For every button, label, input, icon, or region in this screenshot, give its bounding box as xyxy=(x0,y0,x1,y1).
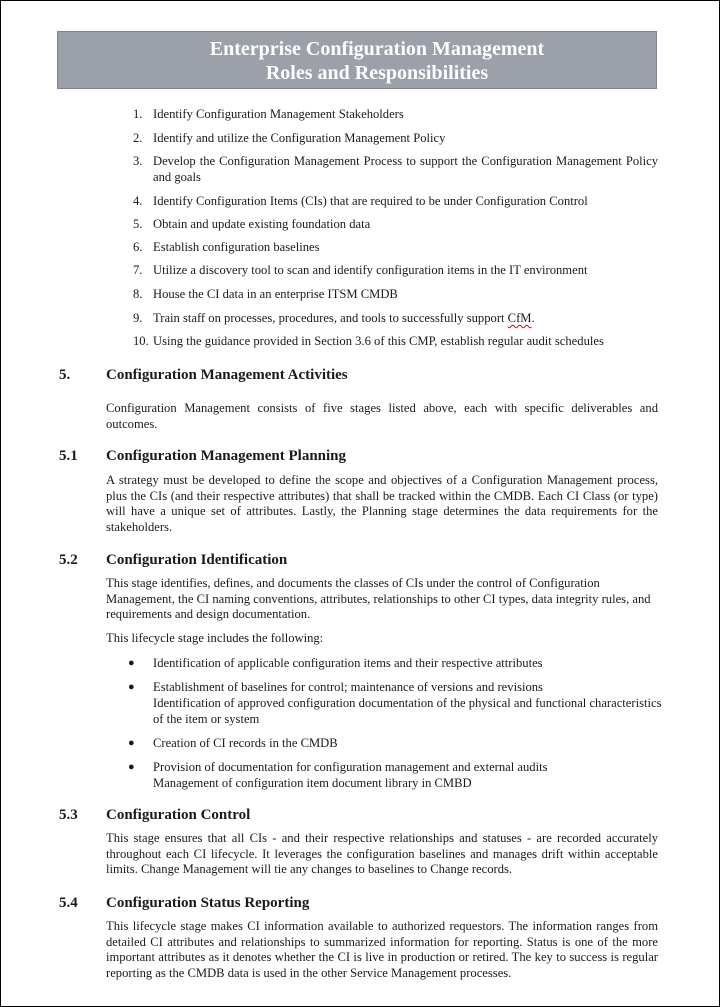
section-heading xyxy=(59,894,309,912)
list-number: 9. xyxy=(133,311,143,325)
list-number: 6. xyxy=(133,240,143,254)
list-text: Identify Configuration Management Stakeholders xyxy=(153,107,404,121)
section-title: Configuration Management Planning xyxy=(106,448,347,464)
bullet-text xyxy=(153,679,668,727)
section-heading xyxy=(59,366,348,384)
list-text: Utilize a discovery tool to scan and identify configuration items in the IT environment xyxy=(153,263,588,277)
list-number: 1. xyxy=(133,107,143,121)
list-number: 8. xyxy=(133,287,143,301)
bullet-text-line: Management of configuration item document library in CMBD xyxy=(153,776,472,790)
list-text: Establish configuration baselines xyxy=(153,240,320,254)
list-number: 3. xyxy=(133,154,143,168)
spellcheck-flagged-word[interactable]: CfM xyxy=(507,311,532,325)
list-text: Develop the Configuration Management Process to support the Configuration Management Policy and goals xyxy=(153,154,658,184)
list-number: 10. xyxy=(133,334,149,348)
bullet-text: Creation of CI records in the CMDB xyxy=(153,736,338,750)
list-item xyxy=(124,130,658,146)
list-item xyxy=(124,262,658,278)
list-text: House the CI data in an enterprise ITSM CMDB xyxy=(153,287,398,301)
bullet-text-line: Establishment of baselines for control; maintenance of versions and revisions xyxy=(153,680,543,694)
bullet-item xyxy=(128,679,668,727)
bullet-icon: ● xyxy=(128,657,135,669)
title-line-2: Roles and Responsibilities xyxy=(265,62,489,84)
list-item xyxy=(124,193,658,209)
list-text-part: Train staff on processes, procedures, and tools to successfully support xyxy=(153,311,508,325)
section-body: This lifecycle stage makes CI information available to authorized requestors. The information ranges from detailed CI attributes and relationships to summarized information for reporting. Status is one of the more important attributes as it denotes whether the CI is live in production or retired. The key to success is regular reporting as the CMDB data is used in the other Service Management processes. xyxy=(106,919,658,980)
bullet-item xyxy=(128,735,668,751)
title-banner xyxy=(57,31,657,89)
list-text: Identify Configuration Items (CIs) that are required to be under Configuration Control xyxy=(153,194,588,208)
section-number: 5. xyxy=(59,367,71,383)
section-intro: This lifecycle stage includes the following: xyxy=(106,631,324,645)
list-item xyxy=(124,153,658,185)
section-number: 5.3 xyxy=(59,807,78,823)
section-heading xyxy=(59,447,346,465)
list-text-part: . xyxy=(531,311,535,325)
list-number: 2. xyxy=(133,131,143,145)
section-title: Configuration Status Reporting xyxy=(106,895,310,911)
list-number: 5. xyxy=(133,217,143,231)
section-number: 5.2 xyxy=(59,552,78,568)
bullet-item xyxy=(128,655,668,671)
list-item xyxy=(124,106,658,122)
section-body: This stage ensures that all CIs - and their respective relationships and statuses - are recorded accurately throughout each CI lifecycle. It leverages the configuration baselines and manages drift within acceptable limits. Change Management will tie any changes to baselines to Change records. xyxy=(106,831,658,877)
list-item xyxy=(124,333,658,349)
section-body: Configuration Management consists of five stages listed above, each with specific deliverables and outcomes. xyxy=(106,401,658,431)
list-number: 7. xyxy=(133,263,143,277)
section-title: Configuration Control xyxy=(106,807,251,823)
bullet-icon: ● xyxy=(128,737,135,749)
list-text: Using the guidance provided in Section 3.6 of this CMP, establish regular audit schedules xyxy=(153,334,604,348)
bullet-icon: ● xyxy=(128,681,135,693)
list-item xyxy=(124,216,658,232)
bullet-icon: ● xyxy=(128,761,135,773)
bullet-text-line: Identification of approved configuration documentation of the physical and functional characteristics of the item or system xyxy=(153,696,662,726)
bullet-text-line: Provision of documentation for configuration management and external audits xyxy=(153,760,548,774)
bullet-text: Identification of applicable configuration items and their respective attributes xyxy=(153,656,543,670)
section-title: Configuration Management Activities xyxy=(106,367,348,383)
section-heading xyxy=(59,806,250,824)
list-item xyxy=(124,239,658,255)
title-line-1: Enterprise Configuration Management xyxy=(209,38,545,60)
list-text xyxy=(153,310,658,326)
bullet-item xyxy=(128,759,668,791)
section-body: This stage identifies, defines, and documents the classes of CIs under the control of Configuration Management, the CI naming conventions, attributes, relationships to other CI types, data integrity rules, and requirements and design documentation. xyxy=(106,576,651,622)
section-title: Configuration Identification xyxy=(106,552,288,568)
section-number: 5.4 xyxy=(59,895,78,911)
section-number: 5.1 xyxy=(59,448,78,464)
section-heading xyxy=(59,551,287,569)
list-text: Obtain and update existing foundation data xyxy=(153,217,371,231)
section-body: A strategy must be developed to define the scope and objectives of a Configuration Management process, plus the CIs (and their respective attributes) that shall be tracked within the CMDB. Each CI Class (or type) will have a unique set of attributes. Lastly, the Planning stage determines the data requirements for the stakeholders. xyxy=(106,473,658,534)
list-item xyxy=(124,286,658,302)
list-number: 4. xyxy=(133,194,143,208)
list-text: Identify and utilize the Configuration Management Policy xyxy=(153,131,446,145)
bullet-text xyxy=(153,759,668,791)
list-item xyxy=(124,310,658,326)
